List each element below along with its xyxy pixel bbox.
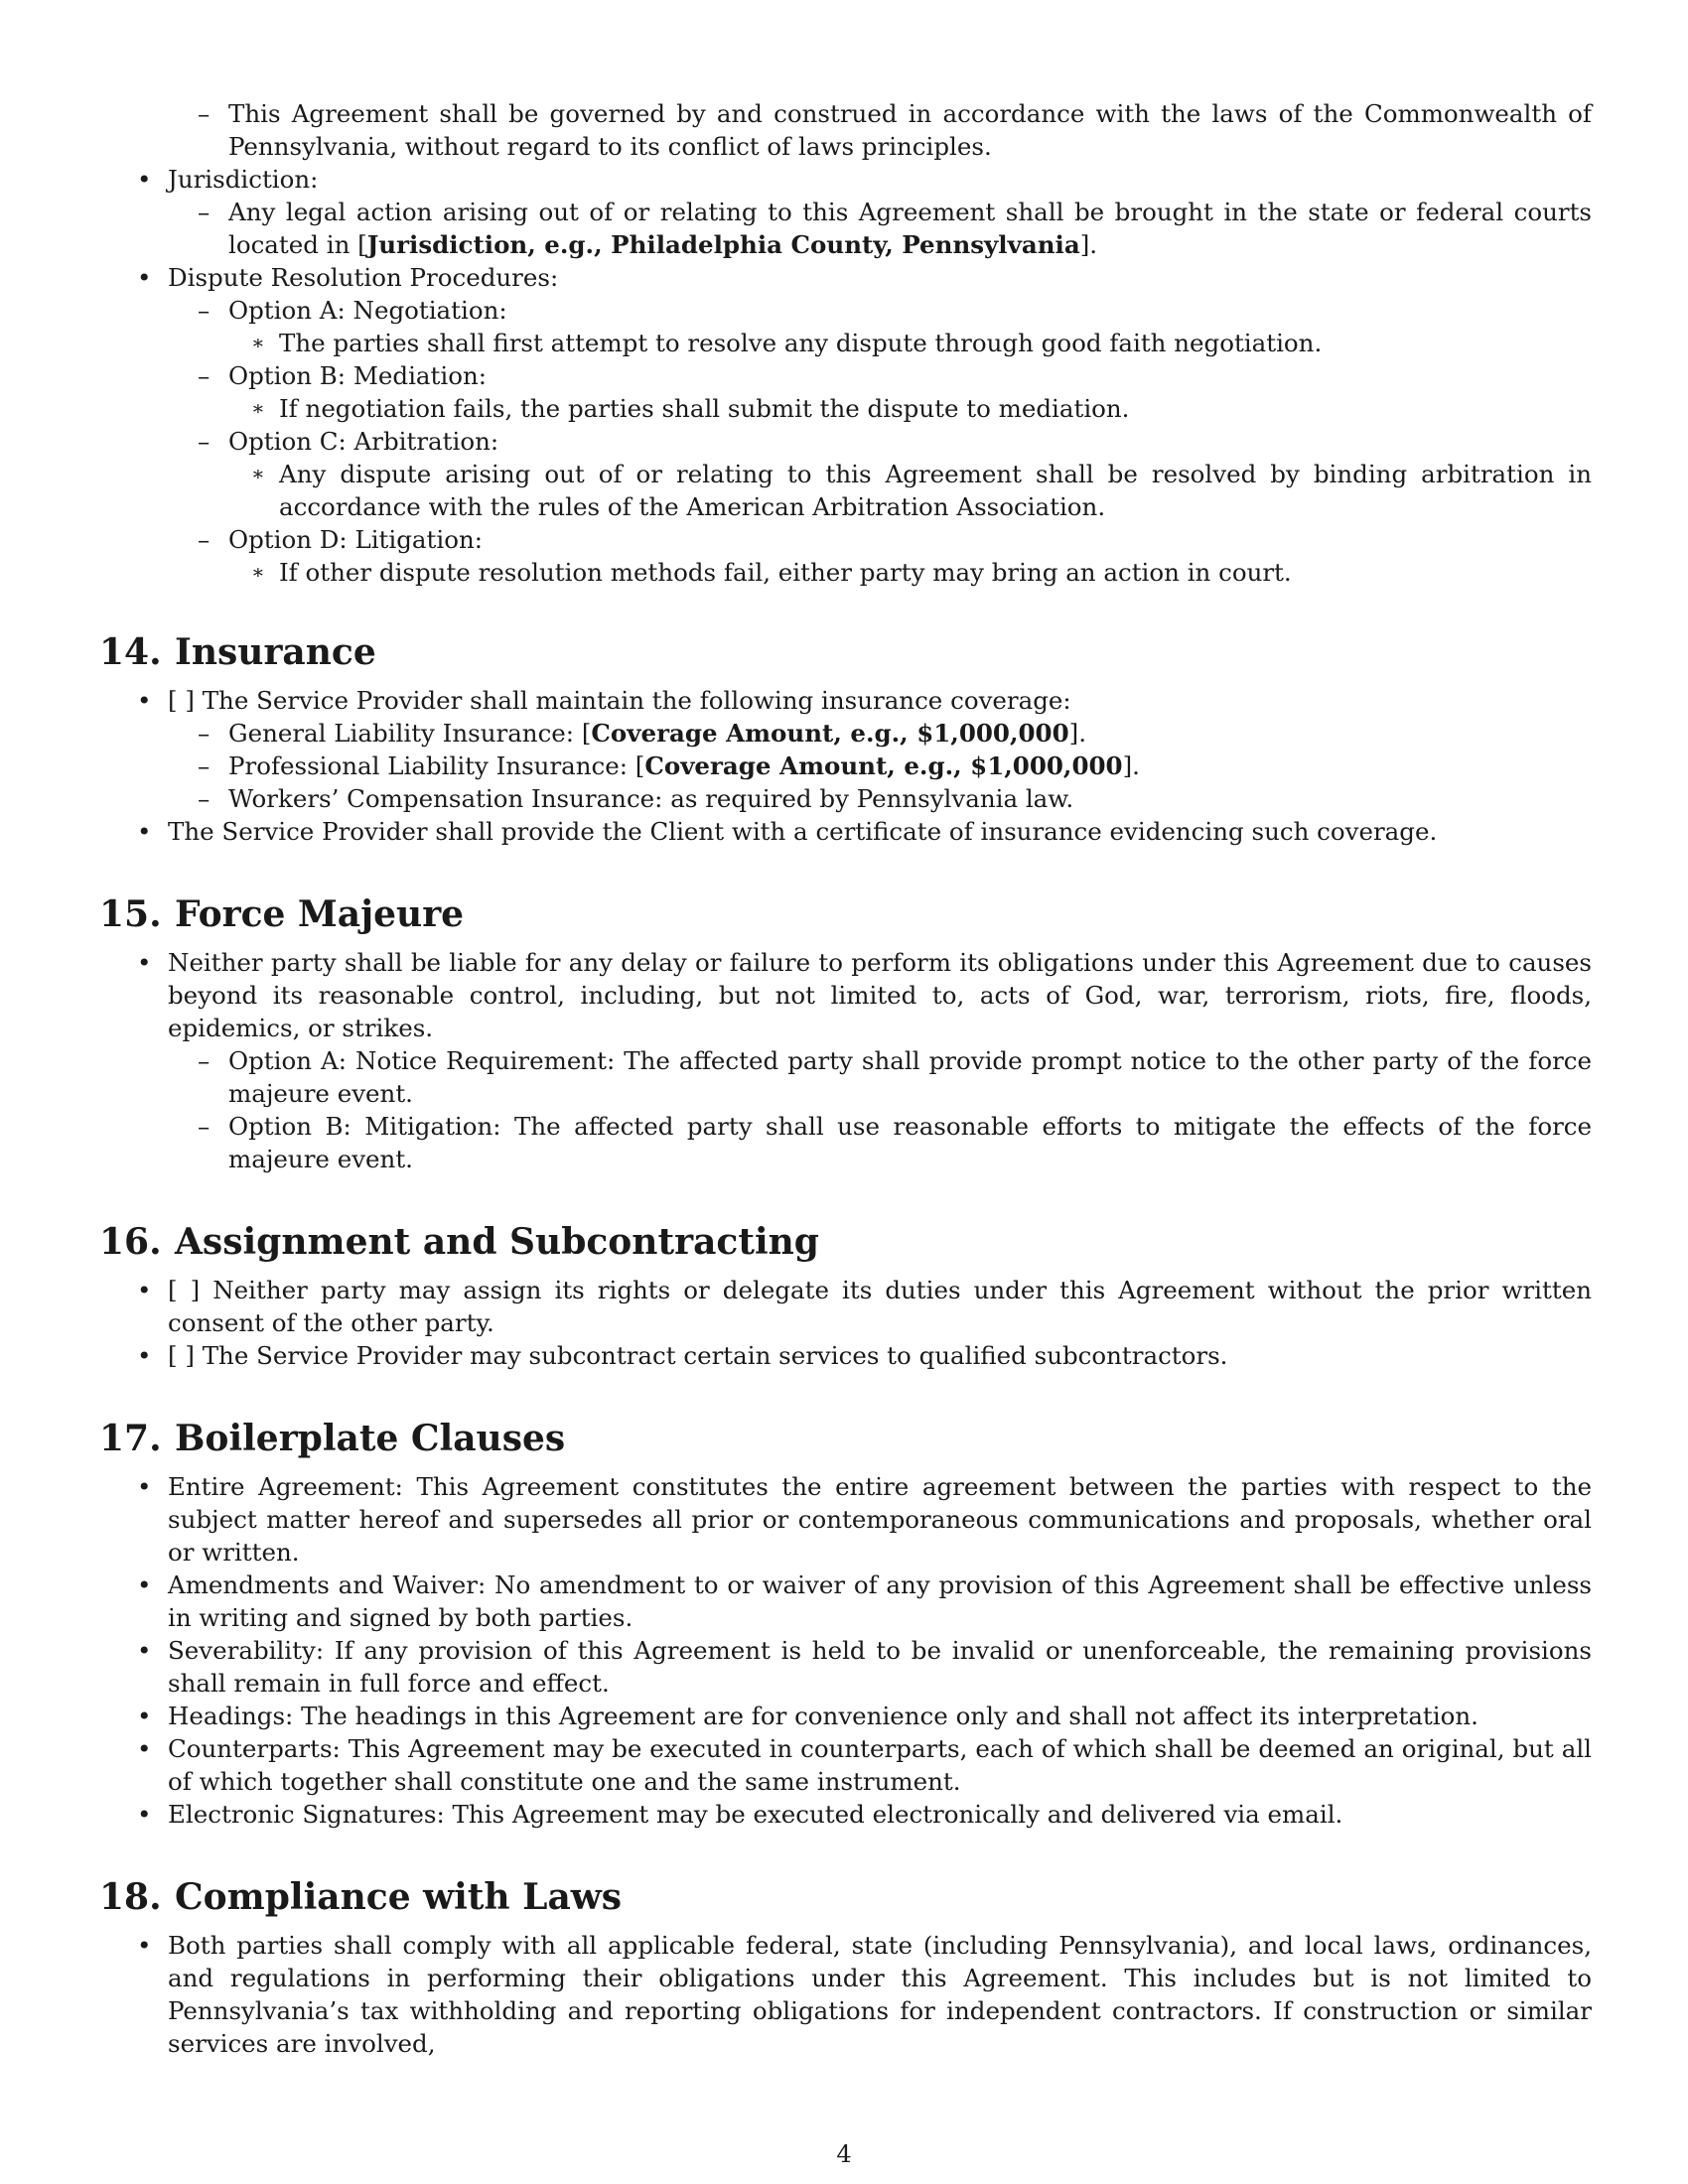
bullet-marker: • <box>137 686 152 715</box>
list-item: – Any legal action arising out of or relating to this Agreement shall be brought in the state or federal courts located in [Jurisdiction, e.g., Philadelphia County, Pennsylvania]. <box>198 198 1592 259</box>
jurisdiction-label: Jurisdiction: <box>168 165 319 194</box>
bullet-marker: • <box>137 948 152 977</box>
star-marker: ∗ <box>251 396 265 420</box>
section-title: Force Majeure <box>175 893 465 935</box>
compliance-text: Both parties shall comply with all applicable federal, state (including Pennsylvania), and local laws, ordinances, and regulations in performing their obligations under this Agreement. This includes but is not limited to Pennsylvania’s tax withholding and reporting obligations for independent contractors. If construction or similar services are involved, <box>168 1931 1592 2058</box>
dash-marker: – <box>198 751 211 780</box>
dash-marker: – <box>198 427 211 456</box>
dash-marker: – <box>198 784 211 813</box>
list-item <box>99 97 1592 163</box>
page-number: 4 <box>836 2140 852 2168</box>
list-item <box>99 1798 1592 1831</box>
dash-marker: – <box>198 361 211 390</box>
bullet-marker: • <box>137 817 152 846</box>
section-heading-compliance <box>99 1875 1592 1919</box>
notice-requirement-text: Option A: Notice Requirement: The affected party shall provide prompt notice to the other party of the force majeure event. <box>228 1046 1592 1108</box>
list-item <box>99 163 1592 196</box>
list-item <box>99 261 1592 294</box>
force-majeure-text: Neither party shall be liable for any delay or failure to perform its obligations under this Agreement due to causes beyond its reasonable control, including, but not limited to, acts of God, war, terrorism, riots, fire, floods, epidemics, or strikes. <box>168 948 1592 1042</box>
electronic-signatures-text: Electronic Signatures: This Agreement may be executed electronically and delivered via email. <box>168 1800 1343 1829</box>
list-item <box>99 1274 1592 1339</box>
section-number: 18. <box>99 1876 162 1918</box>
mitigation-text: Option B: Mitigation: The affected party shall use reasonable efforts to mitigate the effects of the force majeure event. <box>228 1112 1592 1173</box>
bullet-marker: • <box>137 1472 152 1501</box>
dash-marker: – <box>198 99 211 128</box>
list-item <box>99 1569 1592 1634</box>
section-heading-insurance <box>99 630 1592 674</box>
dispute-resolution-label: Dispute Resolution Procedures: <box>168 263 559 292</box>
amendments-text: Amendments and Waiver: No amendment to or waiver of any provision of this Agreement shall be effective unless in writing and signed by both parties. <box>168 1570 1592 1632</box>
bullet-marker: • <box>137 1800 152 1829</box>
list-item <box>99 556 1592 589</box>
dash-marker: – <box>198 296 211 325</box>
professional-liability-amount: Coverage Amount, e.g., $1,000,000 <box>644 751 1123 780</box>
option-d-text: If other dispute resolution methods fail, either party may bring an action in court. <box>279 558 1292 587</box>
certificate-text: The Service Provider shall provide the Client with a certificate of insurance evidencing such coverage. <box>168 817 1438 846</box>
list-item <box>99 359 1592 392</box>
option-a-label: Option A: Negotiation: <box>228 296 507 325</box>
counterparts-text: Counterparts: This Agreement may be executed in counterparts, each of which shall be deemed an original, but all of which together shall constitute one and the same instrument. <box>168 1734 1592 1796</box>
option-a-text: The parties shall first attempt to resolve any dispute through good faith negotiation. <box>279 329 1323 357</box>
dash-marker: – <box>198 525 211 554</box>
section-title: Boilerplate Clauses <box>175 1418 566 1459</box>
bullet-marker: • <box>137 165 152 194</box>
section-title: Compliance with Laws <box>175 1876 623 1918</box>
subcontract-text: [ ] The Service Provider may subcontract certain services to qualified subcontractors. <box>168 1341 1228 1370</box>
bullet-marker: • <box>137 1570 152 1599</box>
dash-marker: – <box>198 719 211 748</box>
list-item: – General Liability Insurance: [Coverage Amount, e.g., $1,000,000]. <box>198 719 1087 748</box>
bullet-marker: • <box>137 1702 152 1730</box>
list-item <box>99 1110 1592 1175</box>
assignment-text: [ ] Neither party may assign its rights or delegate its duties under this Agreement without the prior written consent of the other party. <box>168 1276 1592 1337</box>
dash-marker: – <box>198 198 211 226</box>
jurisdiction-placeholder: Jurisdiction, e.g., Philadelphia County, Pennsylvania <box>366 230 1080 259</box>
bullet-marker: • <box>137 1931 152 1960</box>
list-item <box>99 458 1592 523</box>
list-item <box>99 815 1592 848</box>
governing-law-text: This Agreement shall be governed by and construed in accordance with the laws of the Commonwealth of Pennsylvania, without regard to its conflict of laws principles. <box>228 99 1592 161</box>
list-item <box>99 1044 1592 1110</box>
section-number: 17. <box>99 1418 162 1459</box>
headings-text: Headings: The headings in this Agreement are for convenience only and shall not affect its interpretation. <box>168 1702 1478 1730</box>
insurance-intro: [ ] The Service Provider shall maintain the following insurance coverage: <box>168 686 1071 715</box>
option-c-text: Any dispute arising out of or relating to this Agreement shall be resolved by binding arbitration in accordance with the rules of the American Arbitration Association. <box>279 460 1592 521</box>
section-number: 14. <box>99 631 162 673</box>
entire-agreement-text: Entire Agreement: This Agreement constitutes the entire agreement between the parties with respect to the subject matter hereof and supersedes all prior or contemporaneous communications and proposals, whether oral or written. <box>168 1472 1592 1567</box>
section-title: Assignment and Subcontracting <box>175 1221 819 1263</box>
section-number: 15. <box>99 893 162 935</box>
option-c-label: Option C: Arbitration: <box>228 427 499 456</box>
jurisdiction-text: Any legal action arising out of or relating to this Agreement shall be brought in the state or federal courts located in [ <box>228 198 1592 259</box>
list-item <box>99 1339 1592 1372</box>
general-liability-amount: Coverage Amount, e.g., $1,000,000 <box>591 719 1069 748</box>
section-title: Insurance <box>175 631 376 673</box>
option-b-text: If negotiation fails, the parties shall submit the dispute to mediation. <box>279 394 1130 423</box>
dash-marker: – <box>198 1046 211 1075</box>
workers-comp-text: Workers’ Compensation Insurance: as required by Pennsylvania law. <box>228 784 1074 813</box>
list-item <box>99 327 1592 359</box>
list-item <box>99 946 1592 1044</box>
list-item <box>99 1634 1592 1700</box>
bullet-marker: • <box>137 1341 152 1370</box>
severability-text: Severability: If any provision of this Agreement is held to be invalid or unenforceable, the remaining provisions shall remain in full force and effect. <box>168 1636 1592 1698</box>
section-heading-assignment <box>99 1220 1592 1264</box>
option-b-label: Option B: Mediation: <box>228 361 487 390</box>
list-item <box>99 1470 1592 1569</box>
list-item <box>99 425 1592 458</box>
section-heading-force-majeure <box>99 892 1592 936</box>
star-marker: ∗ <box>251 331 265 354</box>
list-item <box>99 1700 1592 1732</box>
section-heading-boilerplate <box>99 1417 1592 1460</box>
star-marker: ∗ <box>251 462 265 485</box>
star-marker: ∗ <box>251 560 265 584</box>
list-item <box>99 782 1592 815</box>
list-item <box>99 523 1592 556</box>
bullet-marker: • <box>137 263 152 292</box>
section-number: 16. <box>99 1221 162 1263</box>
option-d-label: Option D: Litigation: <box>228 525 483 554</box>
bullet-marker: • <box>137 1636 152 1665</box>
list-item <box>99 294 1592 327</box>
bullet-marker: • <box>137 1734 152 1763</box>
bullet-marker: • <box>137 1276 152 1304</box>
list-item <box>99 1929 1592 2060</box>
list-item <box>99 684 1592 717</box>
list-item <box>99 392 1592 425</box>
page-content <box>99 97 1592 2060</box>
list-item <box>99 1732 1592 1798</box>
dash-marker: – <box>198 1112 211 1141</box>
list-item: – Professional Liability Insurance: [Coverage Amount, e.g., $1,000,000]. <box>198 751 1140 780</box>
